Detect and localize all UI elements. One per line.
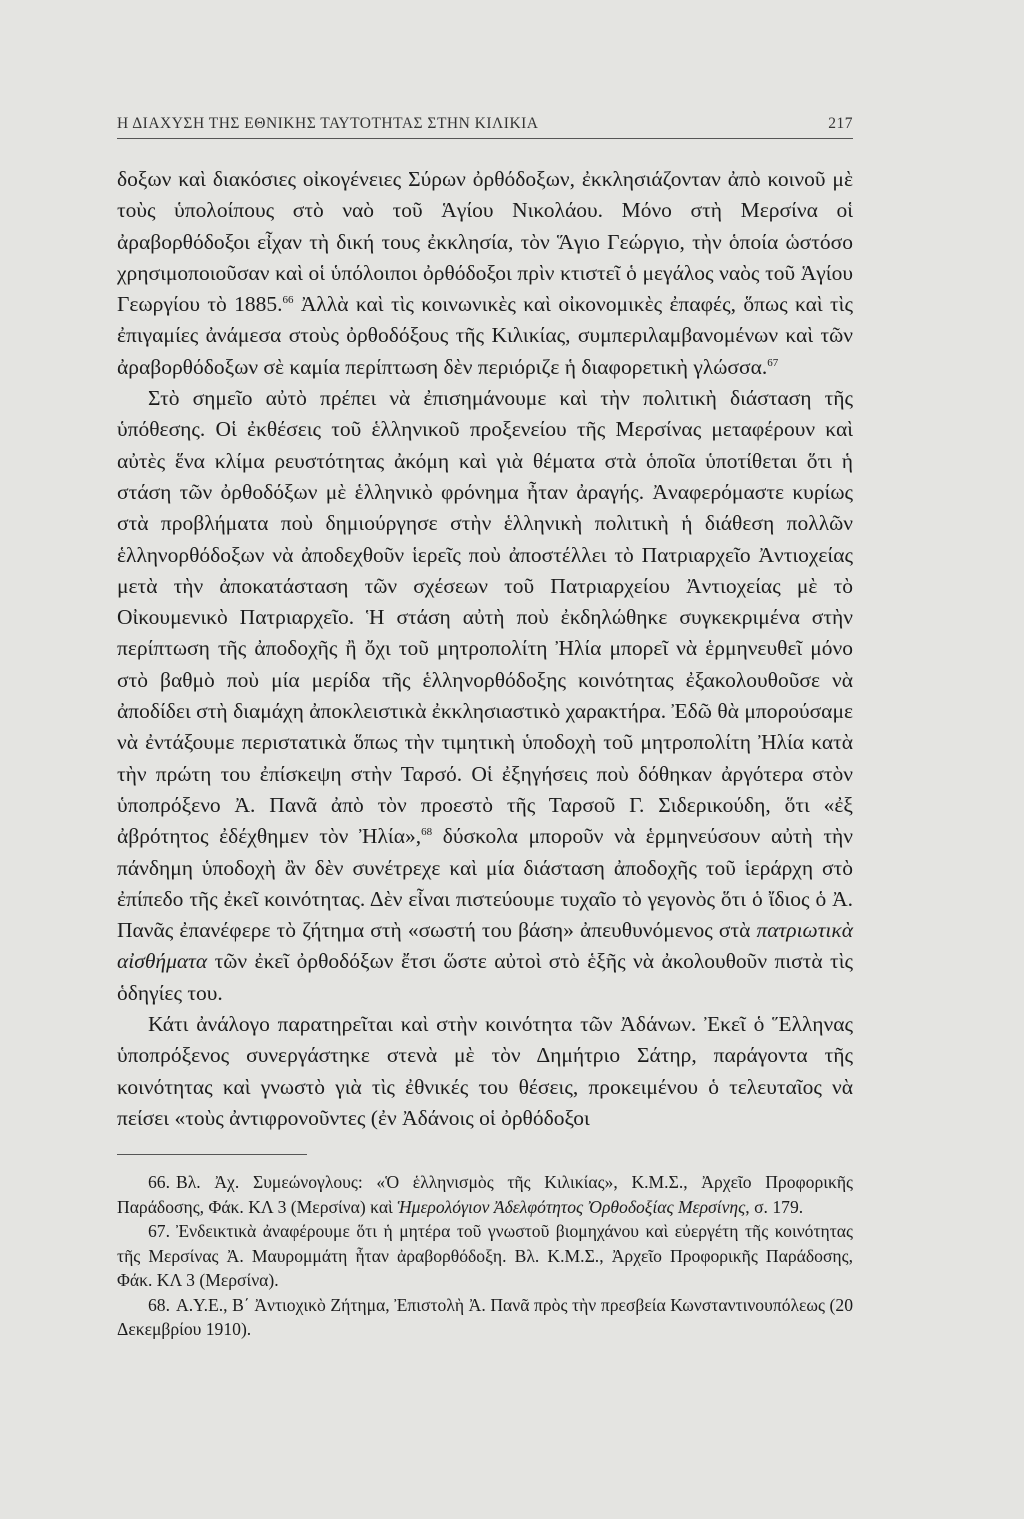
main-text (117, 164, 853, 1134)
footnote-66-text-b: , σ. 179. (745, 1196, 804, 1217)
footnote-67-text: Ἐνδεικτικὰ ἀναφέρουμε ὅτι ἡ μητέρα τοῦ γνωστοῦ βιομηχάνου καὶ εὐεργέτη τῆς κοινότητας τῆς Μερσίνας Ἀ. Μαυρομμάτη ἦταν ἀραβορθόδοξη. Βλ. Κ.Μ.Σ., Ἀρχεῖο Προφορικῆς Παράδοσης, Φάκ. ΚΛ 3 (Μερσίνα). (117, 1221, 853, 1290)
paragraph-2-text-a: Στὸ σημεῖο αὐτὸ πρέπει νὰ ἐπισημάνουμε καὶ τὴν πολιτικὴ διάσταση τῆς ὑπόθεσης. Οἱ ἐκθέσεις τοῦ ἑλληνικοῦ προξενείου τῆς Μερσίνας μεταφέρουν καὶ αὐτὲς ἕνα κλίμα ρευστότητας ἀκόμη καὶ γιὰ θέματα στὰ ὁποῖα ὑποτίθεται ὅτι ἡ στάση τῶν ὀρθοδόξων μὲ ἑλληνικὸ φρόνημα ἦταν ἀραγής. Ἀναφερόμαστε κυρίως στὰ προβλήματα ποὺ δημιούργησε στὴν ἑλληνικὴ πολιτικὴ ἡ διάθεση πολλῶν ἑλληνορθόδοξων νὰ ἀποδεχθοῦν ἱερεῖς ποὺ ἀποστέλλει τὸ Πατριαρχεῖο Ἀντιοχείας μετὰ τὴν ἀποκατάσταση τῶν σχέσεων τοῦ Πατριαρχείου Ἀντιοχείας μὲ τὸ Οἰκουμενικὸ Πατριαρχεῖο. Ἡ στάση αὐτὴ ποὺ ἐκδηλώθηκε συγκεκριμένα στὴν περίπτωση τῆς ἀποδοχῆς ἢ ὄχι τοῦ μητροπολίτη Ἠλία μπορεῖ νὰ ἑρμηνευθεῖ μόνο στὸ βαθμὸ ποὺ μία μερίδα τῆς ἑλληνορθόδοξης κοινότητας ἐξακολουθοῦσε νὰ ἀποδίδει στὴ διαμάχη ἀποκλειστικὰ ἐκκλησιαστικὸ χαρακτήρα. Ἐδῶ θὰ μπορούσαμε νὰ ἐντάξουμε περιστατικὰ ὅπως τὴν τιμητικὴ ὑποδοχὴ τοῦ μητροπολίτη Ἠλία κατὰ τὴν πρώτη του ἐπίσκεψη στὴν Ταρσό. Οἱ ἐξηγήσεις ποὺ δόθηκαν ἀργότερα στὸν ὑποπρόξενο Ἀ. Πανᾶ ἀπὸ τὸν προεστὸ τῆς Ταρσοῦ Γ. Σιδερικούδη, ὅτι «ἐξ ἀβρότητος ἐδέχθημεν τὸν Ἠλία», (117, 386, 853, 849)
footnotes (117, 1170, 853, 1342)
footnote-67-number: 67. (148, 1221, 170, 1241)
paragraph-1-text-b: Ἀλλὰ καὶ τὶς κοινωνικὲς καὶ οἰκονομικὲς ἐπαφές, ὅπως καὶ τὶς ἐπιγαμίες ἀνάμεσα στοὺς ὀρθοδόξους τῆς Κιλικίας, συμπεριλαμβανομένων καὶ τῶν ἀραβορθόδοξων σὲ καμία περίπτωση δὲν περιόριζε ἡ διαφορετικὴ γλώσσα. (117, 292, 853, 379)
paragraph-3: Κάτι ἀνάλογο παρατηρεῖται καὶ στὴν κοινότητα τῶν Ἀδάνων. Ἐκεῖ ὁ Ἕλληνας ὑποπρόξενος συνεργάστηκε στενὰ μὲ τὸν Δημήτριο Σάτηρ, παράγοντα τῆς κοινότητας καὶ γνωστὸ γιὰ τὶς ἐθνικές του θέσεις, προκειμένου ὁ τελευταῖος νὰ πείσει «τοὺς ἀντιφρονοῦντες (ἐν Ἀδάνοις οἱ ὀρθόδοξοι (117, 1012, 853, 1130)
footnote-ref-67[interactable]: 67 (767, 356, 779, 369)
footnote-68 (117, 1293, 853, 1342)
footnote-68-text: Α.Υ.Ε., Β΄ Ἀντιοχικὸ Ζήτημα, Ἐπιστολὴ Ἀ. Πανᾶ πρὸς τὴν πρεσβεία Κωνσταντινουπόλεως (20 Δεκεμβρίου 1910). (117, 1294, 853, 1339)
paragraph-2-text-b: δύσκολα μποροῦν νὰ ἑρμηνεύσουν αὐτὴ τὴν πάνδημη ὑποδοχὴ ἂν δὲν συνέτρεχε καὶ μία διάσταση ἀποδοχῆς τοῦ ἱεράρχη στὸ ἐπίπεδο τῆς ἐκεῖ κοινότητας. Δὲν εἶναι πιστεύουμε τυχαῖο τὸ γεγονὸς ὅτι ὁ ἴδιος ὁ Ἀ. Πανᾶς ἐπανέφερε τὸ ζήτημα στὴ «σωστή του βάση» ἀπευθυνόμενος στὰ (117, 824, 853, 943)
footnote-66-italic: Ἡμερολόγιον Ἀδελφότητος Ὀρθοδοξίας Μερσίνης (397, 1196, 746, 1217)
footnote-ref-66[interactable]: 66 (282, 294, 294, 307)
footnote-68-number: 68. (148, 1294, 170, 1315)
paragraph-1-text-a: δοξων καὶ διακόσιες οἰκογένειες Σύρων ὀρθόδοξων, ἐκκλησιάζονταν ἀπὸ κοινοῦ μὲ τοὺς ὑπολοίπους στὸ ναὸ τοῦ Ἁγίου Νικολάου. Μόνο στὴ Μερσίνα οἱ ἀραβορθόδοξοι εἶχαν τὴ δική τους ἐκκλησία, τὸν Ἅγιο Γεώργιο, τὴν ὁποία ὡστόσο χρησιμοποιοῦσαν καὶ οἱ ὑπόλοιποι ὀρθόδοξοι πρὶν κτιστεῖ ὁ μεγάλος ναὸς τοῦ Ἁγίου Γεωργίου τὸ 1885. (117, 167, 853, 317)
paragraph-2-italic: πατριωτικὰ αἰσθήματα (117, 918, 853, 974)
paragraph-2-text-c: τῶν ἐκεῖ ὀρθοδόξων ἔτσι ὥστε αὐτοὶ στὸ ἑξῆς νὰ ἀκολουθοῦν πιστὰ τὶς ὁδηγίες του. (117, 949, 853, 1005)
paragraph-1 (117, 164, 853, 383)
footnote-66-text-a: Βλ. Ἀχ. Συμεώνογλους: «Ὁ ἑλληνισμὸς τῆς Κιλικίας», Κ.Μ.Σ., Ἀρχεῖο Προφορικῆς Παράδοσης, Φάκ. ΚΛ 3 (Μερσίνα) καὶ (117, 1172, 853, 1217)
running-title: Η ΔΙΑΧΥΣΗ ΤΗΣ ΕΘΝΙΚΗΣ ΤΑΥΤΟΤΗΤΑΣ ΣΤΗΝ ΚΙΛΙΚΙΑ (117, 115, 539, 132)
footnote-67 (117, 1219, 853, 1293)
footnote-66-number: 66. (148, 1172, 170, 1192)
footnote-66 (117, 1170, 853, 1219)
page-number: 217 (828, 115, 853, 132)
footnote-ref-68[interactable]: 68 (421, 826, 433, 839)
paragraph-2 (117, 383, 853, 1009)
footnote-rule (117, 1154, 307, 1155)
header-rule (117, 138, 853, 139)
